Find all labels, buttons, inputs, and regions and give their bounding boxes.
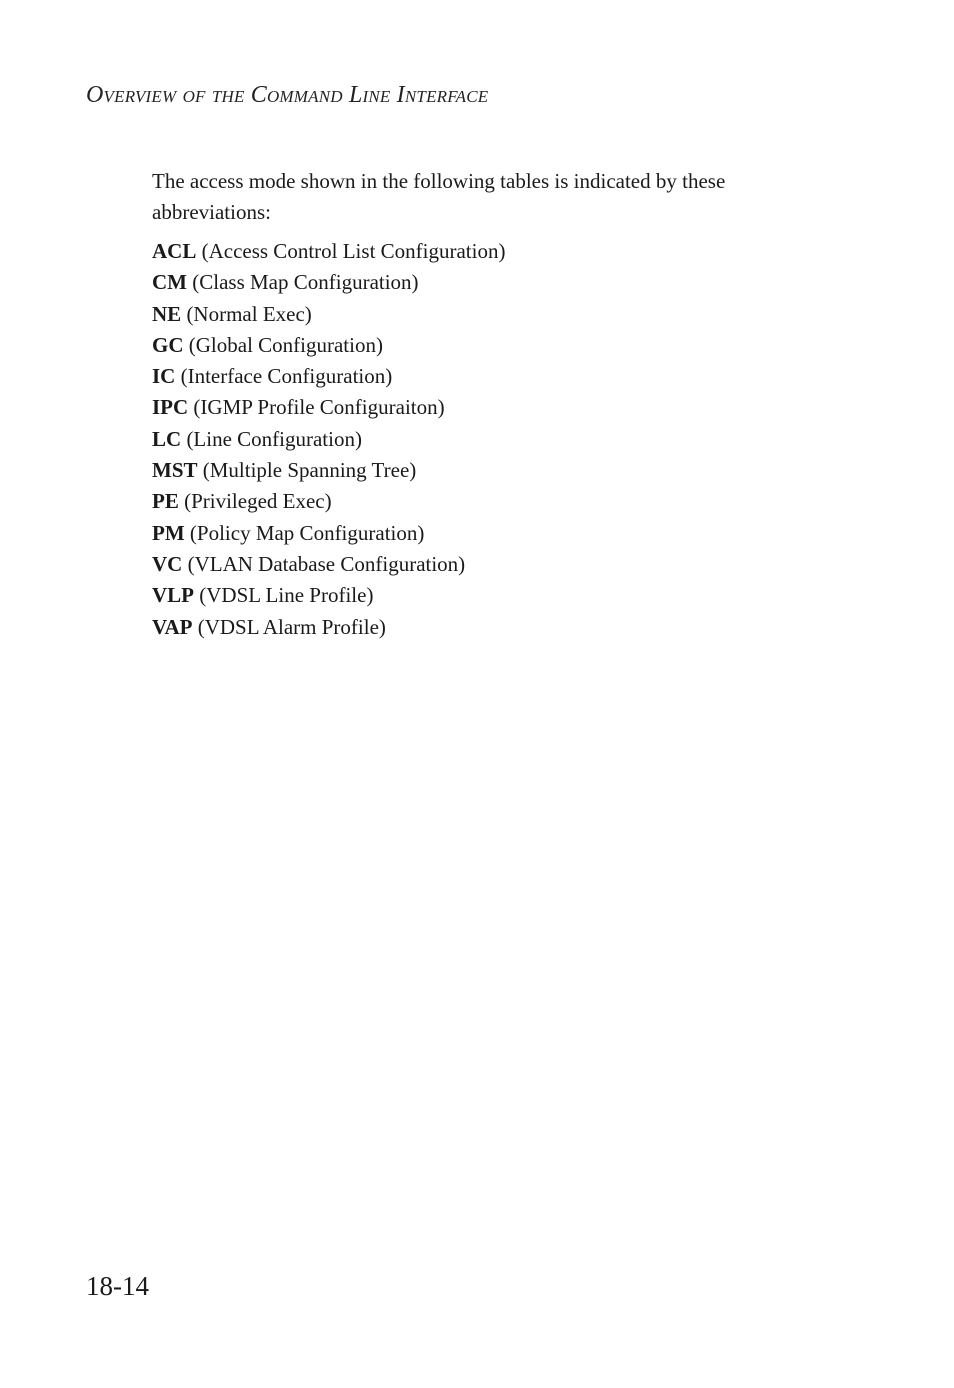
abbreviation-code: IC: [152, 364, 176, 389]
abbreviation-item: [152, 580, 832, 611]
main-content: [152, 166, 832, 643]
abbreviation-code: VC: [152, 551, 183, 576]
abbreviation-code: IPC: [152, 395, 189, 420]
abbreviation-item: [152, 392, 832, 423]
abbreviation-description: (Access Control List Configuration): [201, 239, 506, 263]
abbreviation-item: [152, 549, 832, 580]
abbreviation-list: [152, 236, 832, 643]
running-header: Overview of the Command Line Interface: [86, 82, 489, 108]
abbreviation-code: NE: [152, 301, 182, 326]
abbreviation-item: [152, 455, 832, 486]
abbreviation-item: [152, 518, 832, 549]
abbreviation-description: (VLAN Database Configuration): [187, 551, 466, 576]
abbreviation-code: PE: [152, 489, 179, 514]
abbreviation-item: [152, 361, 832, 392]
abbreviation-code: VAP: [152, 614, 193, 639]
abbreviation-description: (Privileged Exec): [184, 489, 332, 514]
abbreviation-code: CM: [152, 270, 187, 295]
abbreviation-code: PM: [152, 520, 185, 545]
abbreviation-code: GC: [152, 332, 184, 357]
abbreviation-code: MST: [152, 458, 198, 483]
abbreviation-description: (Class Map Configuration): [192, 270, 419, 295]
abbreviation-item: [152, 612, 832, 643]
abbreviation-description: (VDSL Alarm Profile): [197, 614, 386, 639]
intro-paragraph: The access mode shown in the following tables is indicated by these abbreviations:: [152, 169, 726, 224]
abbreviation-item: [152, 486, 832, 517]
abbreviation-description: (Multiple Spanning Tree): [202, 458, 417, 483]
abbreviation-description: (Global Configuration): [188, 332, 383, 357]
page-number: 18-14: [86, 1271, 149, 1301]
abbreviation-item: [152, 330, 832, 361]
abbreviation-item: [152, 299, 832, 330]
abbreviation-description: (Policy Map Configuration): [189, 520, 425, 545]
abbreviation-description: (IGMP Profile Configuraiton): [193, 395, 445, 420]
abbreviation-item: [152, 236, 832, 267]
abbreviation-description: (Interface Configuration): [180, 364, 393, 389]
abbreviation-code: LC: [152, 426, 182, 451]
abbreviation-description: (Line Configuration): [186, 426, 362, 451]
abbreviation-item: [152, 424, 832, 455]
abbreviation-description: (Normal Exec): [186, 301, 312, 326]
abbreviation-description: (VDSL Line Profile): [199, 583, 374, 608]
abbreviation-code: ACL: [152, 239, 197, 263]
abbreviation-code: VLP: [152, 583, 194, 608]
abbreviation-item: [152, 267, 832, 298]
